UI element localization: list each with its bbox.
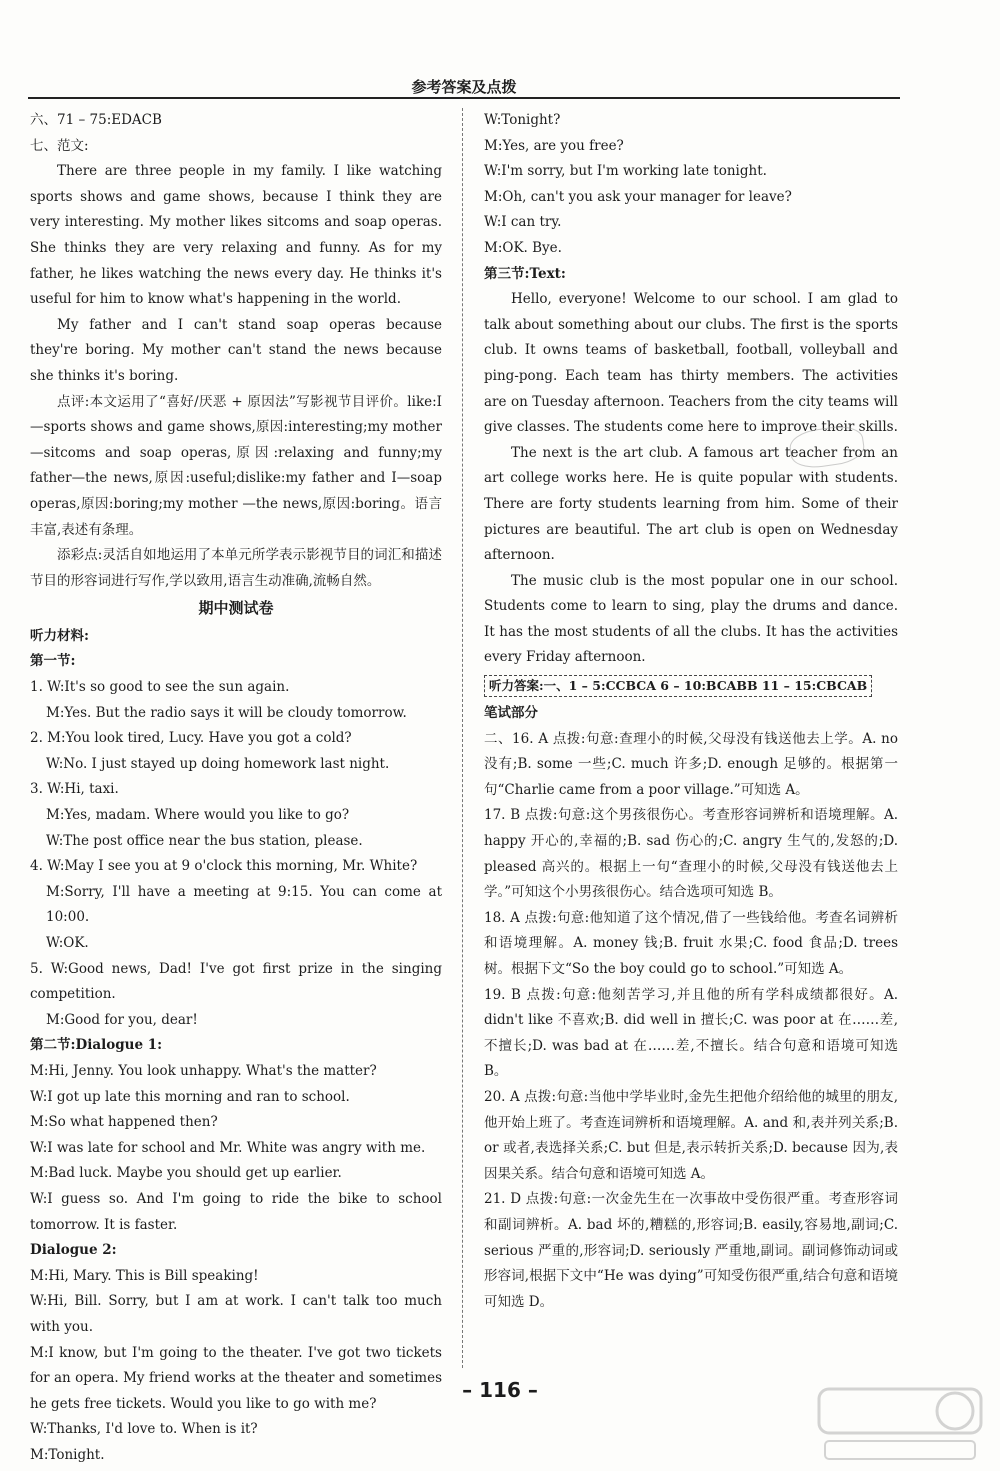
dialogue-line: M:So what happened then? (30, 1114, 218, 1131)
dialogue-line: M:Sorry, I'll have a meeting at 9:15. You can come at 10:00. (46, 883, 442, 926)
dialogue-line: M:Hi, Jenny. You look unhappy. What's the matter? (30, 1062, 377, 1079)
right-column (484, 108, 898, 1315)
dialogue-line: 2. M:You look tired, Lucy. Have you got a cold? (30, 730, 352, 747)
dialogue-line: 5. W:Good news, Dad! I've got first prize in the singing competition. (30, 960, 442, 1003)
essay-label: 七、范文: (30, 137, 89, 154)
dialogue-line: 4. W:May I see you at 9 o'clock this morning, Mr. White? (30, 858, 418, 875)
dialogue-line: 3. W:Hi, taxi. (30, 781, 119, 798)
dialogue-line: M:Yes, are you free? (484, 137, 624, 154)
header-title: 参考答案及点拨 (411, 78, 517, 96)
dialogue-line: M:Tonight. (30, 1446, 105, 1463)
listening-answers-box: 听力答案:一、1 – 5:CCBCA 6 – 10:BCABB 11 – 15:CBCAB (484, 675, 872, 697)
answer-explanation: 19. B 点拨:句意:他刻苦学习,并且他的所有学科成绩都很好。A. didn't like 不喜欢;B. did well in 擅长;C. was poor at 在……差,不擅长;D. was bad at 在……差,不擅长。结合句意和语境可知选 B。 (484, 986, 898, 1080)
part2-label: 第二节:Dialogue 1: (30, 1037, 163, 1054)
part3-label: 第三节:Text: (484, 265, 566, 282)
dialogue-line: W:No. I just stayed up doing homework last night. (46, 755, 390, 772)
dialogue-line: M:Yes. But the radio says it will be cloudy tomorrow. (46, 704, 407, 721)
essay-paragraph: My father and I can't stand soap operas because they're boring. My mother can't stand the news because she thinks it's boring. (30, 316, 442, 384)
dialogue-line: M:Good for you, dear! (46, 1011, 198, 1028)
watermark-logo (815, 1385, 985, 1465)
dialogue-line: W:OK. (46, 935, 89, 951)
highlight-paragraph: 添彩点:灵活自如地运用了本单元所学表示影视节目的词汇和描述节目的形容词进行写作,学以致用,语言生动准确,流畅自然。 (30, 547, 442, 589)
comment-paragraph: 点评:本文运用了“喜好/厌恶 + 原因法”写影视节目评价。like:I—sports shows and game shows,原因:interesting;my mother—sitcoms and soap operas,原因:relaxing and funny;my father—the news,原因:useful;dislike:my father and I—soap operas,原因:boring;my mother —the news,原因:boring。语言丰富,表述有条理。 (30, 393, 442, 538)
dialogue-line: W:Tonight? (484, 112, 561, 128)
dialogue-line: W:I guess so. And I'm going to ride the bike to school tomorrow. It is faster. (30, 1190, 442, 1233)
dialogue-line: M:Oh, can't you ask your manager for leave? (484, 188, 792, 205)
dialogue-line: M:Yes, madam. Where would you like to go? (46, 807, 350, 824)
dialogue2-label: Dialogue 2: (30, 1242, 117, 1259)
dialogue-line: W:Thanks, I'd love to. When is it? (30, 1421, 258, 1438)
answer-explanation: 20. A 点拨:句意:当他中学毕业时,金先生把他介绍给他的城里的朋友,他开始上班了。考查连词辨析和语境理解。A. and 和,表并列关系;B. or 或者,表选择关系;C. but 但是,表示转折关系;D. because 因为,表因果关系。结合句意和语境可知选 A。 (484, 1088, 898, 1182)
text-paragraph: Hello, everyone! Welcome to our school. I am glad to talk about something about our clubs. The first is the sports club. It owns teams of basketball, football, volleyball and ping-pong. Each team has thirty members. The activities are on Tuesday afternoon. Teachers from the city teams will give classes. The students come here to improve their skills. (484, 291, 898, 436)
dialogue-line: W:I'm sorry, but I'm working late tonight. (484, 163, 767, 180)
text-paragraph: The next is the art club. A famous art teacher from an art college works here. He is quite popular with students. There are forty students learning from him. Some of their pictures are beautiful. The art club is open on Wednesday afternoon. (484, 444, 898, 564)
written-part-label: 笔试部分 (484, 705, 538, 722)
section-title: 期中测试卷 (198, 599, 274, 618)
dialogue-line: M:OK. Bye. (484, 239, 562, 256)
answer-explanation: 21. D 点拨:句意:一次金先生在一次事故中受伤很严重。考查形容词和副词辨析。A. bad 坏的,糟糕的,形容词;B. easily,容易地,副词;C. serious 严重的,形容词;D. seriously 严重地,副词。副词修饰动词或形容词,根据下文中“He was dying”可知受伤很严重,结合句意和语境可知选 D。 (484, 1191, 898, 1310)
left-column (30, 108, 442, 1468)
dialogue-line: W:Hi, Bill. Sorry, but I am at work. I can't talk too much with you. (30, 1293, 442, 1335)
answer-explanation: 二、16. A 点拨:句意:查理小的时候,父母没有钱送他去上学。A. no 没有;B. some 一些;C. much 许多;D. enough 足够的。根据第一句“Charlie came from a poor village.”可知选 A。 (484, 730, 898, 798)
answer-explanation: 17. B 点拨:句意:这个男孩很伤心。考查形容词辨析和语境理解。A. happy 开心的,幸福的;B. sad 伤心的;C. angry 生气的,发怒的;D. pleased 高兴的。根据上一句“查理小的时候,父母没有钱送他去上学。”可知这个小男孩很伤心。结合选项可知选 B。 (484, 807, 898, 901)
text-paragraph: The music club is the most popular one in our school. Students come to learn to sing, play the drums and dance. It has the most students of all the clubs. It has the activities every Friday afternoon. (484, 572, 898, 666)
dialogue-line: 1. W:It's so good to see the sun again. (30, 679, 290, 696)
dialogue-line: W:The post office near the bus station, please. (46, 832, 363, 849)
header-rule (28, 97, 900, 99)
page-number: – 116 – (462, 1378, 538, 1402)
listening-label: 听力材料: (30, 627, 89, 644)
dialogue-line: M:Bad luck. Maybe you should get up earlier. (30, 1165, 342, 1182)
column-divider (462, 108, 463, 1368)
dialogue-line: W:I can try. (484, 214, 562, 231)
part1-label: 第一节: (30, 653, 76, 670)
answers-line: 六、71 – 75:EDACB (30, 112, 162, 128)
essay-paragraph: There are three people in my family. I like watching sports shows and game shows, because I think they are very interesting. My mother likes sitcoms and soap operas. She thinks they are very relaxing and funny. As for my father, he likes watching the news every day. He thinks it's useful for him to know what's happening in the world. (30, 163, 442, 308)
answer-explanation: 18. A 点拨:句意:他知道了这个情况,借了一些钱给他。考查名词辨析和语境理解。A. money 钱;B. fruit 水果;C. food 食品;D. trees 树。根据下文“So the boy could go to school.”可知选 A。 (484, 909, 898, 977)
dialogue-line: M:Hi, Mary. This is Bill speaking! (30, 1267, 259, 1284)
dialogue-line: M:I know, but I'm going to the theater. I've got two tickets for an opera. My friend works at the theater and sometimes he gets free tickets. Would you like to go with me? (30, 1344, 442, 1412)
dialogue-line: W:I was late for school and Mr. White was angry with me. (30, 1139, 426, 1156)
dialogue-line: W:I got up late this morning and ran to school. (30, 1088, 350, 1105)
page-header (28, 0, 900, 104)
